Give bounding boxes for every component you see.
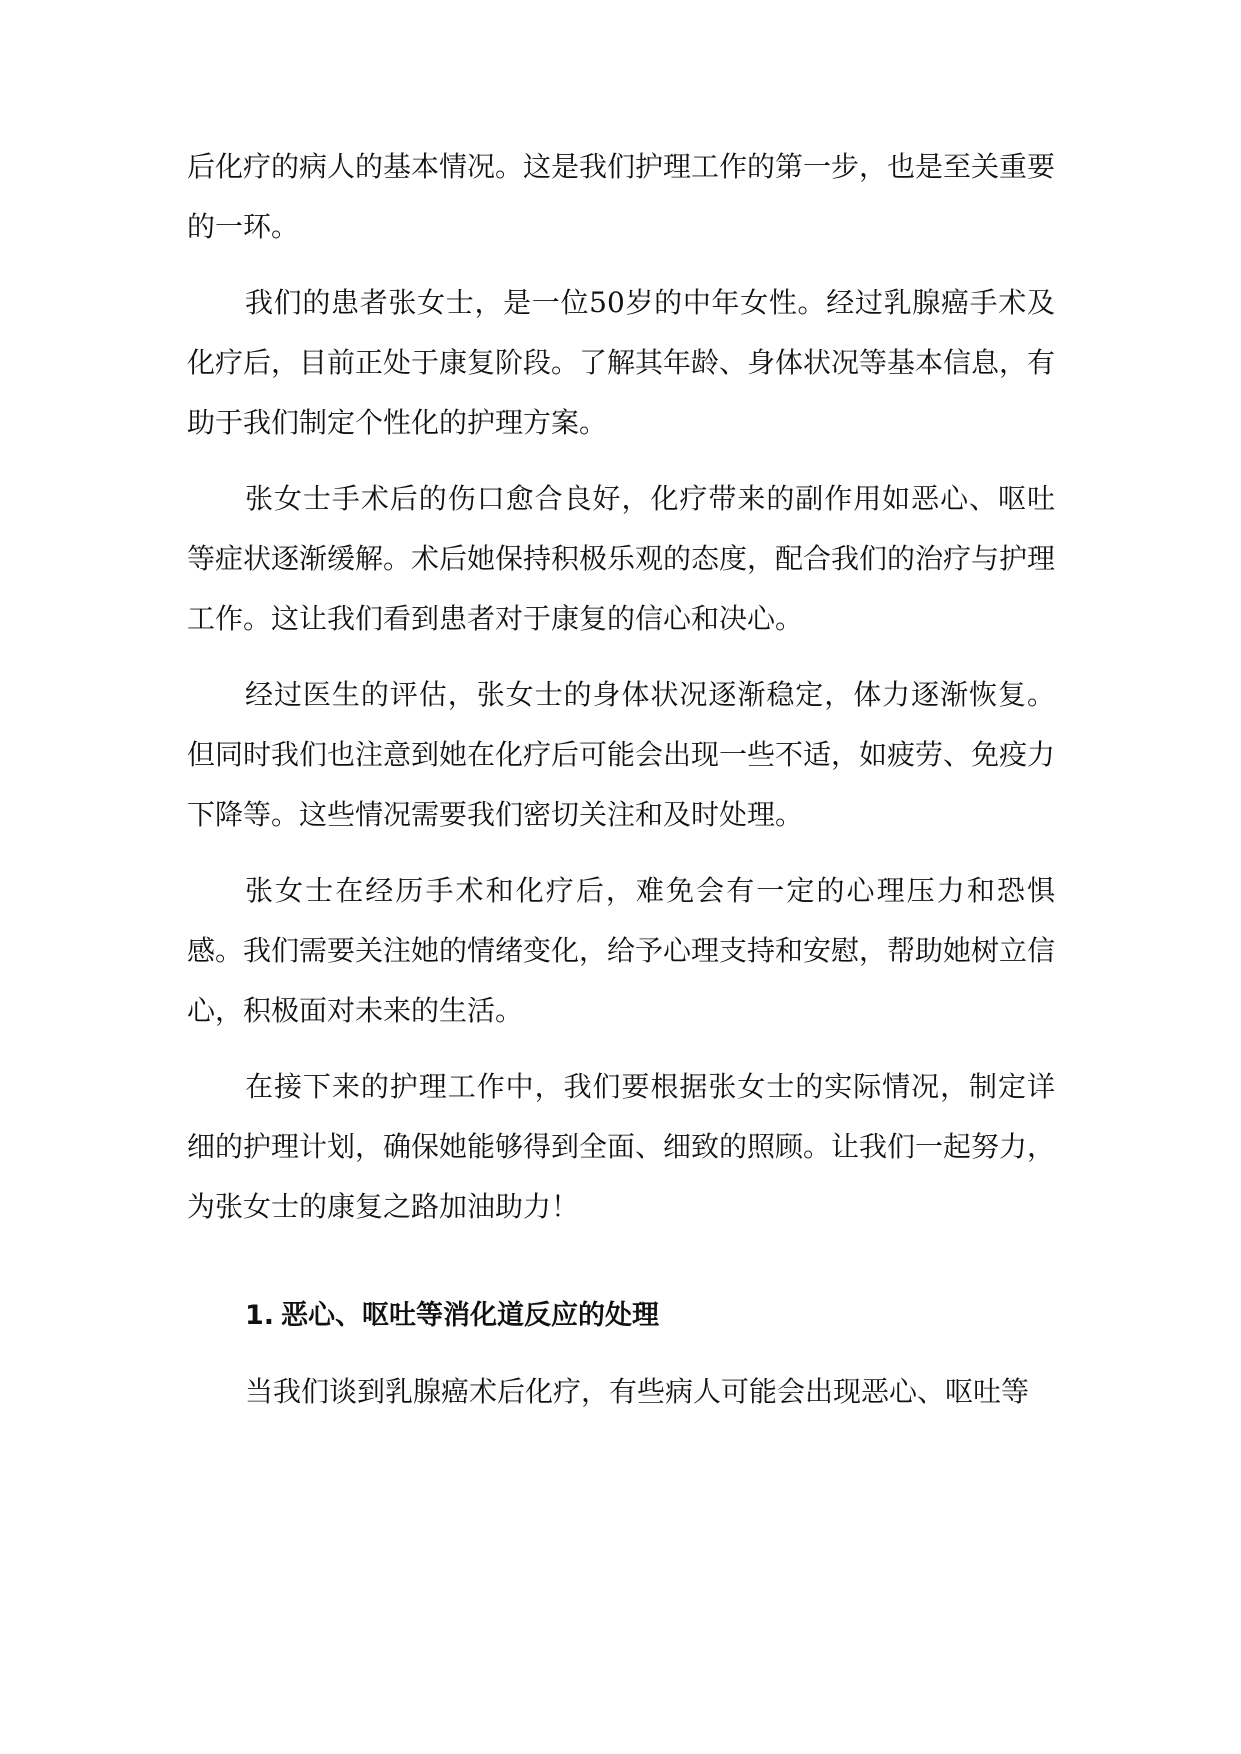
section-title: 恶心、呕吐等消化道反应的处理: [281, 1300, 659, 1331]
section-number: 1.: [245, 1300, 275, 1331]
document-body: [187, 137, 1055, 1438]
paragraph-recovery-status: 张女士手术后的伤口愈合良好，化疗带来的副作用如恶心、呕吐等症状逐渐缓解。术后她保持积极乐观的态度，配合我们的治疗与护理工作。这让我们看到患者对于康复的信心和决心。: [187, 482, 1056, 635]
paragraph-section-intro: 当我们谈到乳腺癌术后化疗，有些病人可能会出现恶心、呕吐等: [245, 1375, 1030, 1408]
paragraph-continuation: 后化疗的病人的基本情况。这是我们护理工作的第一步，也是至关重要的一环。: [187, 150, 1056, 243]
paragraph-doctor-assessment: 经过医生的评估，张女士的身体状况逐渐稳定，体力逐渐恢复。但同时我们也注意到她在化疗后可能会出现一些不适，如疲劳、免疫力下降等。这些情况需要我们密切关注和及时处理。: [187, 678, 1056, 831]
section-heading: [187, 1286, 1055, 1346]
paragraph-psychological-state: 张女士在经历手术和化疗后，难免会有一定的心理压力和恐惧感。我们需要关注她的情绪变化，给予心理支持和安慰，帮助她树立信心，积极面对未来的生活。: [187, 874, 1056, 1027]
paragraph-patient-intro: 我们的患者张女士，是一位50岁的中年女性。经过乳腺癌手术及化疗后，目前正处于康复阶段。了解其年龄、身体状况等基本信息，有助于我们制定个性化的护理方案。: [187, 286, 1056, 439]
paragraph-care-plan: 在接下来的护理工作中，我们要根据张女士的实际情况，制定详细的护理计划，确保她能够得到全面、细致的照顾。让我们一起努力，为张女士的康复之路加油助力！: [187, 1070, 1056, 1223]
